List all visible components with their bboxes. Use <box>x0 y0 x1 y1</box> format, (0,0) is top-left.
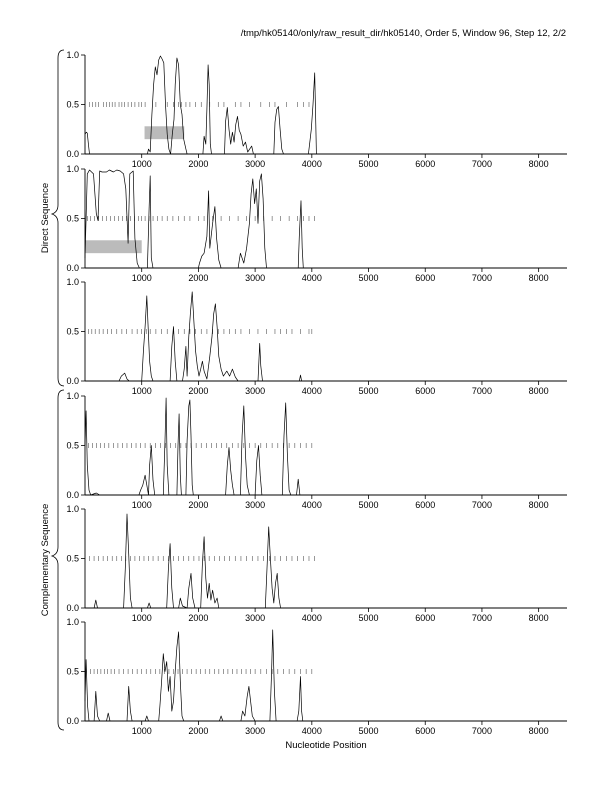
shaded-region-1-1 <box>145 126 185 139</box>
x-tick-label-6-7: 7000 <box>471 726 492 736</box>
x-tick-label-5-3: 3000 <box>245 613 266 623</box>
x-tick-label-5-8: 8000 <box>528 613 549 623</box>
x-tick-label-3-2: 2000 <box>188 386 209 396</box>
x-tick-label-4-3: 3000 <box>245 500 266 510</box>
panel-1 <box>66 50 567 169</box>
y-tick-label-4-2: 0.5 <box>66 440 79 451</box>
x-tick-label-5-7: 7000 <box>471 613 492 623</box>
panel-2 <box>66 164 567 283</box>
panel-5 <box>66 504 567 623</box>
panel-3 <box>66 277 567 396</box>
x-tick-label-6-8: 8000 <box>528 726 549 736</box>
series-line-1 <box>85 56 567 154</box>
x-tick-label-1-7: 7000 <box>471 159 492 169</box>
x-tick-label-3-5: 5000 <box>358 386 379 396</box>
y-tick-label-1-3: 1.0 <box>66 50 79 61</box>
series-line-5 <box>85 514 567 608</box>
y-tick-label-3-2: 0.5 <box>66 326 79 337</box>
series-line-4 <box>85 398 567 495</box>
y-tick-label-2-3: 1.0 <box>66 164 79 175</box>
x-tick-label-6-3: 3000 <box>245 726 266 736</box>
y-tick-label-5-1: 0.0 <box>66 603 79 614</box>
x-tick-label-4-7: 7000 <box>471 500 492 510</box>
y-tick-label-5-3: 1.0 <box>66 504 79 515</box>
y-tick-label-2-2: 0.5 <box>66 213 79 224</box>
x-tick-label-4-5: 5000 <box>358 500 379 510</box>
x-tick-label-3-8: 8000 <box>528 386 549 396</box>
x-tick-label-3-6: 6000 <box>415 386 436 396</box>
x-tick-label-2-8: 8000 <box>528 273 549 283</box>
x-tick-label-6-6: 6000 <box>415 726 436 736</box>
x-tick-label-2-7: 7000 <box>471 273 492 283</box>
x-tick-label-3-4: 4000 <box>301 386 322 396</box>
x-tick-label-2-3: 3000 <box>245 273 266 283</box>
x-tick-label-4-4: 4000 <box>301 500 322 510</box>
x-tick-label-1-3: 3000 <box>245 159 266 169</box>
x-tick-label-4-8: 8000 <box>528 500 549 510</box>
y-tick-label-6-1: 0.0 <box>66 716 79 727</box>
x-tick-label-6-2: 2000 <box>188 726 209 736</box>
x-tick-label-5-6: 6000 <box>415 613 436 623</box>
x-tick-label-5-1: 1000 <box>131 613 152 623</box>
complementary-brace <box>52 390 64 730</box>
x-tick-label-1-5: 5000 <box>358 159 379 169</box>
x-tick-label-3-7: 7000 <box>471 386 492 396</box>
x-tick-label-2-5: 5000 <box>358 273 379 283</box>
direct-brace <box>52 50 64 386</box>
x-tick-label-3-1: 1000 <box>131 386 152 396</box>
x-tick-label-1-4: 4000 <box>301 159 322 169</box>
x-tick-label-6-1: 1000 <box>131 726 152 736</box>
x-tick-label-2-2: 2000 <box>188 273 209 283</box>
panel-6 <box>66 617 567 736</box>
x-tick-label-1-2: 2000 <box>188 159 209 169</box>
y-tick-label-2-1: 0.0 <box>66 263 79 274</box>
header-path: /tmp/hk05140/only/raw_result_dir/hk05140, Order 5, Window 96, Step 12, 2/2 <box>240 28 566 39</box>
y-tick-label-3-1: 0.0 <box>66 376 79 387</box>
x-tick-label-4-6: 6000 <box>415 500 436 510</box>
x-tick-label-6-5: 5000 <box>358 726 379 736</box>
y-tick-label-6-2: 0.5 <box>66 666 79 677</box>
y-tick-label-1-1: 0.0 <box>66 149 79 160</box>
panels <box>66 50 567 736</box>
y-tick-label-3-3: 1.0 <box>66 277 79 288</box>
x-tick-label-2-6: 6000 <box>415 273 436 283</box>
series-line-6 <box>85 630 567 721</box>
shaded-region-2-1 <box>85 240 142 253</box>
x-tick-label-4-1: 1000 <box>131 500 152 510</box>
x-tick-label-2-4: 4000 <box>301 273 322 283</box>
y-tick-label-6-3: 1.0 <box>66 617 79 628</box>
x-tick-label-5-2: 2000 <box>188 613 209 623</box>
x-tick-label-2-1: 1000 <box>131 273 152 283</box>
series-line-3 <box>85 292 567 381</box>
panel-4 <box>66 391 567 510</box>
x-axis-label: Nucleotide Position <box>285 740 367 751</box>
x-tick-label-1-6: 6000 <box>415 159 436 169</box>
x-tick-label-1-1: 1000 <box>131 159 152 169</box>
y-tick-label-4-3: 1.0 <box>66 391 79 402</box>
direct-sequence-label: Direct Sequence <box>40 182 51 254</box>
x-tick-label-6-4: 4000 <box>301 726 322 736</box>
y-tick-label-5-2: 0.5 <box>66 553 79 564</box>
complementary-sequence-label: Complementary Sequence <box>40 503 51 617</box>
x-tick-label-4-2: 2000 <box>188 500 209 510</box>
x-tick-label-3-3: 3000 <box>245 386 266 396</box>
y-tick-label-4-1: 0.0 <box>66 490 79 501</box>
x-tick-label-5-4: 4000 <box>301 613 322 623</box>
x-tick-label-5-5: 5000 <box>358 613 379 623</box>
x-tick-label-1-8: 8000 <box>528 159 549 169</box>
y-tick-label-1-2: 0.5 <box>66 99 79 110</box>
